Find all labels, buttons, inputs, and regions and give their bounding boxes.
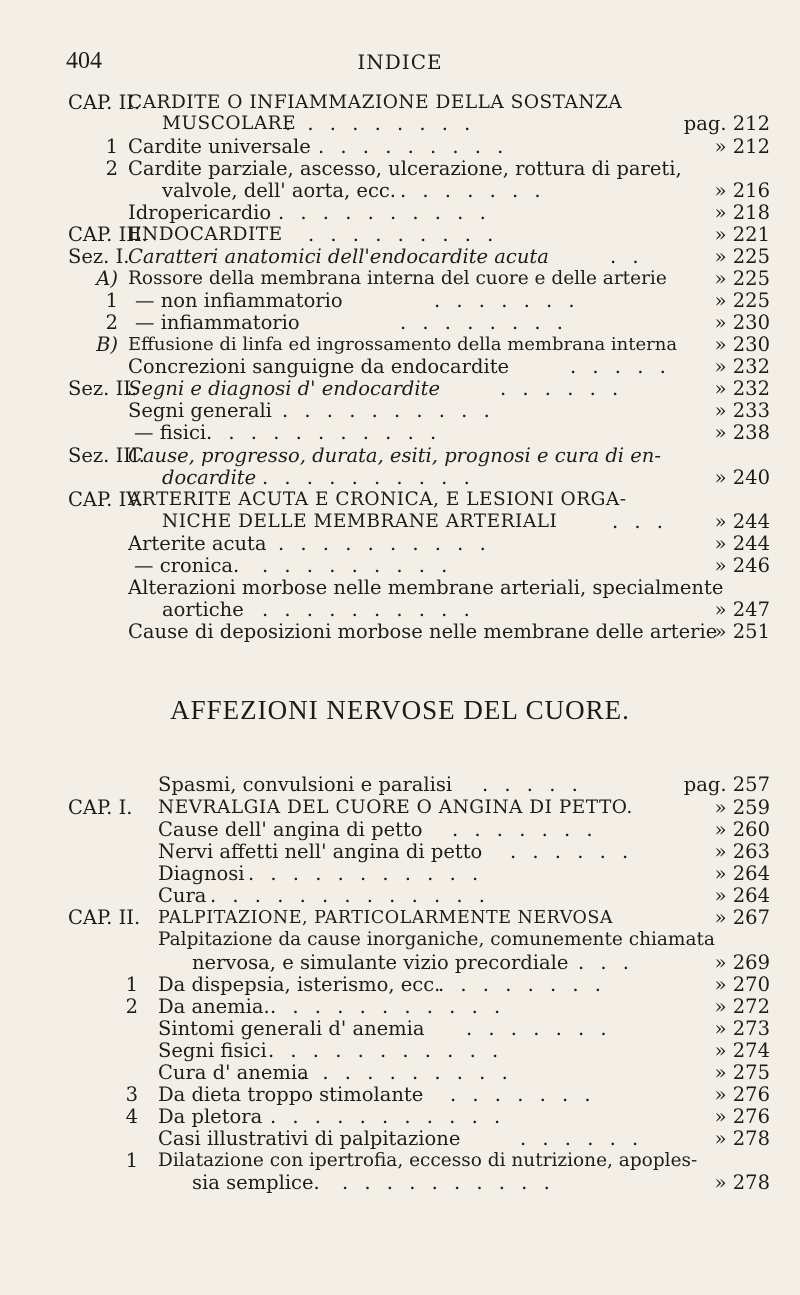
- dot-leader: . . .: [578, 951, 634, 974]
- dot-leader: . . . . . . . . .: [285, 112, 476, 135]
- page-ref: » 240: [714, 466, 770, 489]
- page-number: 404: [66, 48, 102, 74]
- dot-leader: . . . . . . . . . .: [300, 1061, 513, 1084]
- entry-text: — fisici: [134, 421, 207, 444]
- page-ref: » 230: [714, 333, 770, 356]
- entry-text: valvole, dell' aorta, ecc.: [162, 179, 396, 202]
- entry-text: Segni fisici: [158, 1039, 267, 1062]
- page-ref: » 276: [714, 1105, 770, 1128]
- page-ref: » 246: [714, 554, 770, 577]
- entry-text: Casi illustrativi di palpitazione: [158, 1127, 461, 1150]
- page-ref: » 247: [714, 598, 770, 621]
- entry-text: Diagnosi: [158, 862, 245, 885]
- dot-leader: . . . . . . . . . . .: [270, 995, 506, 1018]
- page-ref: » 238: [714, 421, 770, 444]
- chapter-label: CAP. I.: [68, 796, 133, 819]
- dot-leader: . . . . . . .: [400, 179, 546, 202]
- page-ref: » 264: [714, 884, 770, 907]
- page-ref: » 216: [714, 179, 770, 202]
- page-ref: » 225: [714, 267, 770, 290]
- entry-text: Rossore della membrana interna del cuore e delle arterie: [128, 268, 667, 289]
- entry-text: Cura: [158, 884, 207, 907]
- dot-leader: . . . . . . . . .: [308, 223, 499, 246]
- page-ref: pag. 257: [683, 773, 770, 796]
- page-ref: » 264: [714, 862, 770, 885]
- entry-text: Cause dell' angina di petto: [158, 818, 423, 841]
- page-ref: » 221: [714, 223, 770, 246]
- page-ref: » 225: [714, 289, 770, 312]
- entry-text: sia semplice.: [192, 1171, 320, 1194]
- entry-text: ENDOCARDITE: [128, 224, 283, 245]
- entry-number: 1: [125, 1149, 138, 1172]
- entry-text: Idropericardio: [128, 201, 272, 224]
- chapter-label: CAP. II.: [68, 91, 141, 114]
- dot-leader: . . . . . . . . . . .: [268, 1039, 504, 1062]
- section-label: Sez. II.: [68, 377, 138, 400]
- entry-text: — cronica.: [134, 554, 240, 577]
- page-ref: » 272: [714, 995, 770, 1018]
- chapter-label: CAP. II.: [68, 906, 141, 929]
- page-ref: » 244: [714, 510, 770, 533]
- entry-text: Arterite acuta: [128, 532, 267, 555]
- page-ref: » 263: [714, 840, 770, 863]
- page-ref: » 233: [714, 399, 770, 422]
- dot-leader: . . . . . . . .: [438, 973, 606, 996]
- dot-leader: . . . . . . . . . . .: [270, 1105, 506, 1128]
- entry-text: Palpitazione da cause inorganiche, comunemente chiamata: [158, 929, 715, 950]
- entry-text: Dilatazione con ipertrofia, eccesso di nutrizione, apoples-: [158, 1150, 698, 1171]
- section-title: AFFEZIONI NERVOSE DEL CUORE.: [170, 695, 630, 725]
- page-ref: pag. 212: [683, 112, 770, 135]
- dot-leader: . . . . . . .: [450, 1083, 596, 1106]
- entry-text: nervosa, e simulante vizio precordiale: [192, 951, 569, 974]
- entry-number: A): [96, 267, 118, 290]
- page-ref: » 276: [714, 1083, 770, 1106]
- entry-text: Da anemia.: [158, 995, 270, 1018]
- entry-text: Effusione di linfa ed ingrossamento della membrana interna: [128, 334, 678, 355]
- dot-leader: . . . . . . . . . .: [342, 1171, 555, 1194]
- entry-number: B): [96, 333, 118, 356]
- entry-text: NEVRALGIA DEL CUORE O ANGINA DI PETTO.: [158, 797, 633, 818]
- dot-leader: . . . . . . . . .: [318, 135, 509, 158]
- toc-entry: [0, 1170, 800, 1196]
- entry-text: Nervi affetti nell' angina di petto: [158, 840, 483, 863]
- page-ref: » 244: [714, 532, 770, 555]
- entry-number: 3: [125, 1083, 138, 1106]
- dot-leader: . . . . . .: [500, 377, 624, 400]
- page-ref: » 278: [714, 1127, 770, 1150]
- section-label: Sez. III.: [68, 444, 145, 467]
- dot-leader: . . . . . . . . . . . . .: [210, 884, 490, 907]
- entry-text: Da pletora: [158, 1105, 263, 1128]
- entry-text: Cardite parziale, ascesso, ulcerazione, rottura di pareti,: [128, 157, 682, 180]
- entry-text: PALPITAZIONE, PARTICOLARMENTE NERVOSA: [158, 908, 613, 928]
- dot-leader: . . . . . . . . . . .: [206, 421, 442, 444]
- chapter-label: CAP. III.: [68, 223, 148, 246]
- page-ref: » 232: [714, 377, 770, 400]
- dot-leader: . . . . . . .: [466, 1017, 612, 1040]
- entry-text: NICHE DELLE MEMBRANE ARTERIALI: [162, 511, 558, 532]
- page-ref: » 251: [714, 620, 770, 643]
- dot-leader: . . . . . .: [520, 1127, 644, 1150]
- page-ref: » 267: [714, 906, 770, 929]
- entry-text: Caratteri anatomici dell'endocardite acuta: [128, 245, 549, 268]
- entry-number: 1: [105, 135, 118, 158]
- page-ref: » 274: [714, 1039, 770, 1062]
- dot-leader: . . . . . . . . . .: [278, 532, 491, 555]
- page-ref: » 259: [714, 796, 770, 819]
- entry-text: — non infiammatorio: [135, 289, 343, 312]
- entry-text: Concrezioni sanguigne da endocardite: [128, 355, 510, 378]
- entry-number: 2: [105, 157, 118, 180]
- dot-leader: . . . . . . . .: [400, 311, 568, 334]
- entry-text: Cause, progresso, durata, esiti, prognosi e cura di en-: [128, 444, 661, 467]
- entry-number: 2: [105, 311, 118, 334]
- page-ref: » 275: [714, 1061, 770, 1084]
- dot-leader: . . . . . . . . . .: [262, 466, 475, 489]
- dot-leader: . .: [610, 245, 644, 268]
- entry-number: 2: [125, 995, 138, 1018]
- entry-text: Cardite universale: [128, 135, 311, 158]
- dot-leader: . . . . . . .: [434, 289, 580, 312]
- page-ref: » 225: [714, 245, 770, 268]
- entry-number: 1: [105, 289, 118, 312]
- page-ref: » 230: [714, 311, 770, 334]
- dot-leader: . . .: [612, 510, 668, 533]
- page-ref: » 273: [714, 1017, 770, 1040]
- entry-text: docardite: [162, 466, 257, 489]
- entry-text: Cause di deposizioni morbose nelle membrane delle arterie: [128, 620, 718, 643]
- page-ref: » 270: [714, 973, 770, 996]
- dot-leader: . . . . . . . . . . .: [248, 862, 484, 885]
- dot-leader: . . . . . . . . . .: [262, 598, 475, 621]
- entry-number: 1: [125, 973, 138, 996]
- entry-text: Sintomi generali d' anemia: [158, 1017, 425, 1040]
- entry-text: MUSCOLARE: [162, 113, 297, 134]
- running-title: INDICE: [357, 50, 443, 74]
- dot-leader: . . . . . . . . . .: [282, 399, 495, 422]
- page-ref: » 232: [714, 355, 770, 378]
- page-ref: » 278: [714, 1171, 770, 1194]
- page-ref: » 269: [714, 951, 770, 974]
- dot-leader: . . . . .: [570, 355, 671, 378]
- entry-text: aortiche: [162, 598, 244, 621]
- page-ref: » 218: [714, 201, 770, 224]
- entry-text: Alterazioni morbose nelle membrane arteriali, specialmente: [128, 576, 724, 599]
- entry-text: Cura d' anemia: [158, 1061, 309, 1084]
- page-ref: » 260: [714, 818, 770, 841]
- entry-text: CARDITE O INFIAMMAZIONE DELLA SOSTANZA: [128, 92, 623, 113]
- dot-leader: . . . . .: [482, 773, 583, 796]
- dot-leader: . . . . . . .: [452, 818, 598, 841]
- page-ref: » 212: [714, 135, 770, 158]
- entry-text: Segni e diagnosi d' endocardite: [128, 377, 441, 400]
- entry-text: — infiammatorio: [135, 311, 300, 334]
- entry-text: Da dispepsia, isterismo, ecc.: [158, 973, 441, 996]
- dot-leader: . . . . . .: [510, 840, 634, 863]
- entry-number: 4: [125, 1105, 138, 1128]
- dot-leader: . . . . . . . . . .: [278, 201, 491, 224]
- section-label: Sez. I.: [68, 245, 130, 268]
- dot-leader: . . . . . . . . .: [262, 554, 453, 577]
- entry-text: Da dieta troppo stimolante: [158, 1083, 424, 1106]
- entry-text: Segni generali: [128, 399, 272, 422]
- toc-entry: [0, 619, 800, 645]
- entry-text: Spasmi, convulsioni e paralisi: [158, 773, 453, 796]
- entry-text: ARTERITE ACUTA E CRONICA, E LESIONI ORGA-: [128, 489, 627, 510]
- chapter-label: CAP. IV.: [68, 488, 144, 511]
